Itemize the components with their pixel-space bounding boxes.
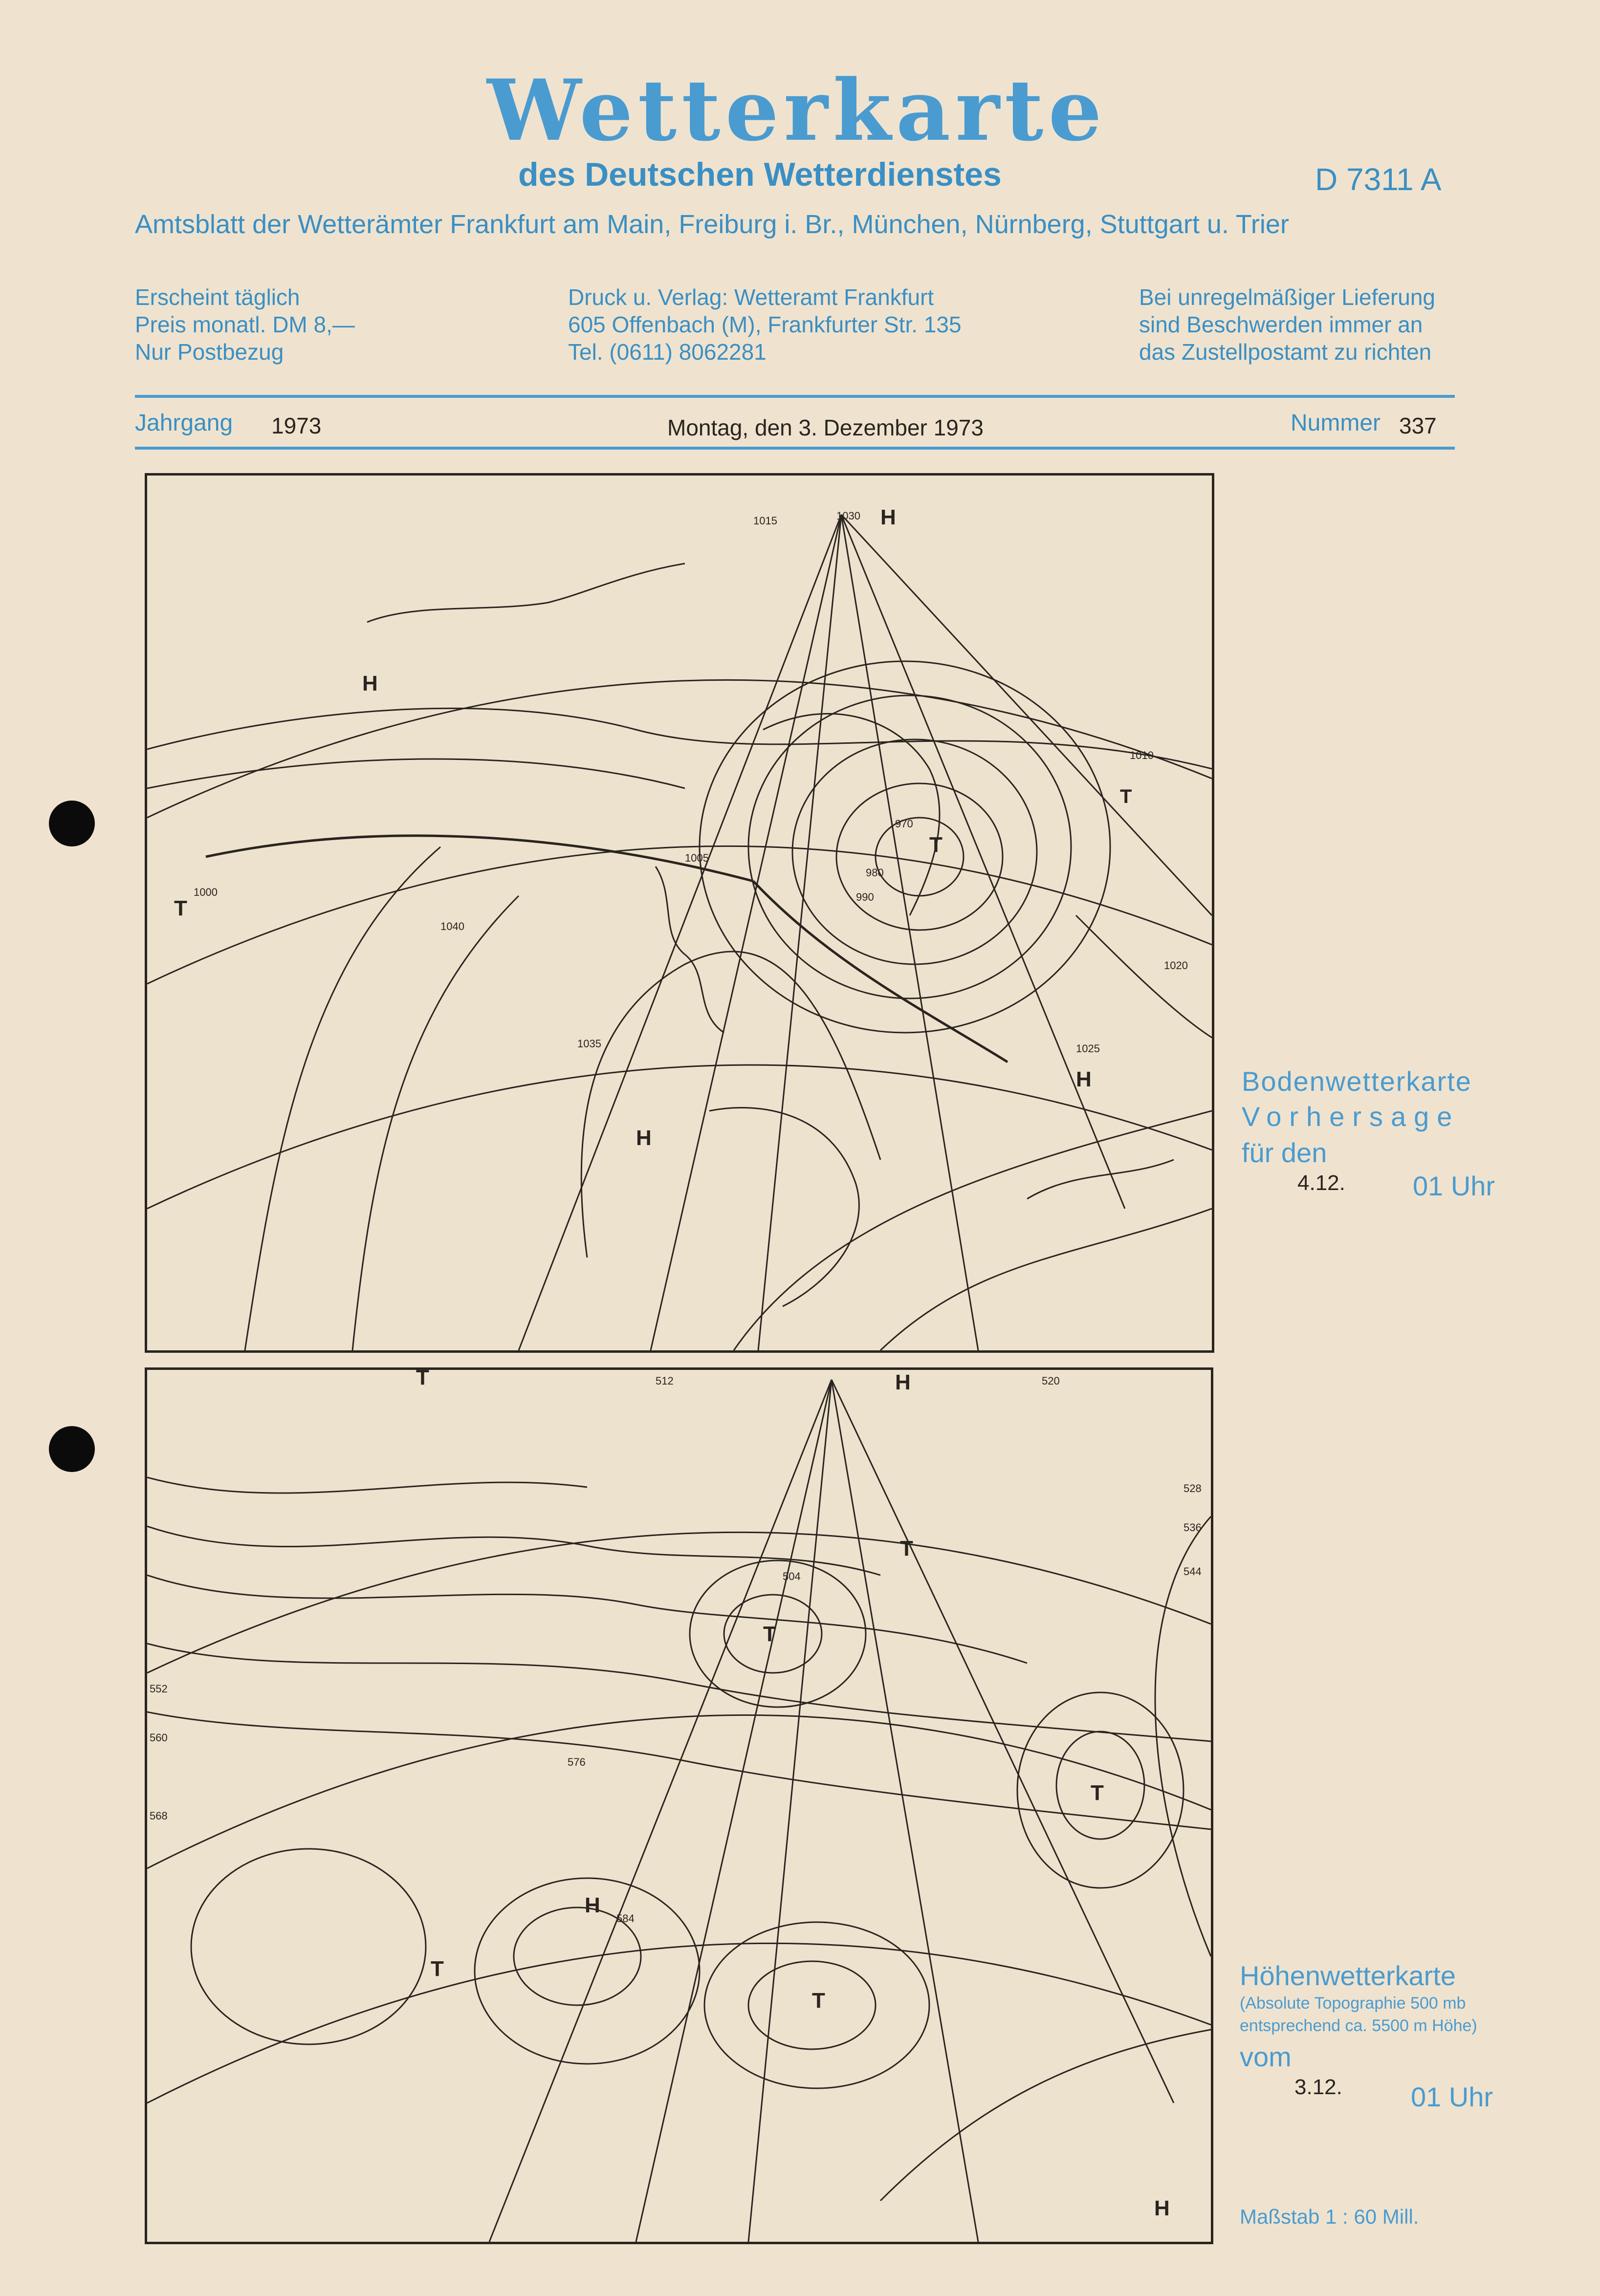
map-scale-label: Maßstab 1 : 60 Mill. [1240,2205,1419,2228]
high-pressure-symbol: H [1076,1067,1092,1091]
high-pressure-symbol: H [636,1126,652,1150]
official-line: Amtsblatt der Wetterämter Frankfurt am Main, Freiburg i. Br., München, Nürnberg, Stuttgart u. Trier [135,210,1289,239]
parallel-line [147,846,1212,984]
nummer-label: Nummer [1291,410,1381,436]
upper-map-caption-from: vom [1240,2041,1292,2072]
isobar [352,896,519,1350]
low-pressure-symbol: T [900,1537,913,1560]
upper-air-map [145,1367,1213,2244]
front-line [206,836,753,881]
info-line: 605 Offenbach (M), Frankfurter Str. 135 [568,312,962,337]
high-pressure-symbol: H [585,1893,600,1917]
parallel-line [147,1532,1211,1673]
isobar-label: 1035 [577,1038,601,1050]
punch-hole [49,1426,95,1472]
contour-label: 584 [616,1912,635,1925]
contour-label: 528 [1184,1482,1202,1495]
low-pressure-symbol: T [416,1370,429,1389]
meridian-line [748,1380,832,2242]
contour-line [147,1477,587,1493]
divider-rule [135,447,1455,450]
isobar [880,1209,1212,1350]
contour-line [191,1849,426,2044]
punch-hole [49,801,95,846]
surface-map-drawing [147,476,1212,1350]
upper-map-caption-title: Höhenwetterkarte [1240,1960,1456,1991]
high-pressure-symbol: H [1154,2196,1170,2220]
isobar-label: 1020 [1164,959,1188,972]
contour-label: 568 [150,1810,168,1822]
contour-label: 504 [783,1570,801,1582]
info-line: das Zustellpostamt zu richten [1139,339,1432,365]
info-line: Nur Postbezug [135,339,284,365]
coastline [656,866,724,1033]
isobar-label: 1010 [1130,749,1154,761]
contour-line [147,1575,1027,1663]
isobar-label: 1030 [836,510,860,522]
front-line [753,881,1008,1062]
upper-map-caption-note: entsprechend ca. 5500 m Höhe) [1240,2016,1477,2035]
surface-map-date: 4.12. [1297,1171,1345,1195]
delivery-notice [1139,283,1435,366]
jahrgang-value: 1973 [271,413,322,438]
isobar-label: 1000 [194,886,218,898]
meridian-line [636,1380,832,2242]
isobar-label: 1015 [753,515,777,527]
surface-map-time: 01 Uhr [1413,1170,1495,1201]
issue-code: D 7311 A [1315,162,1442,197]
masthead-title: Wetterkarte [487,61,1107,160]
low-pressure-symbol: T [1091,1781,1104,1805]
coastline [709,1108,859,1306]
low-pressure-symbol: T [929,833,942,857]
low-pressure-symbol: T [431,1957,444,1981]
isobar-label: 1040 [440,920,464,932]
info-line: Bei unregelmäßiger Lieferung [1139,284,1436,310]
publication-info [135,283,355,366]
surface-map-caption-sub: Vorhersage [1242,1101,1460,1132]
isobar [836,783,1003,930]
contour-label: 536 [1184,1521,1202,1534]
contour-label: 520 [1042,1375,1060,1387]
upper-map-caption-note: (Absolute Topographie 500 mb [1240,1994,1466,2013]
info-line: Preis monatl. DM 8,— [135,312,355,337]
isobar [1076,915,1212,1038]
contour-label: 560 [150,1732,168,1744]
publisher-info [568,283,962,366]
meridian-line [841,515,1125,1209]
isobar-label: 980 [866,866,884,879]
high-pressure-symbol: H [880,505,896,529]
contour-label: 576 [568,1756,586,1768]
low-pressure-symbol: T [174,896,187,920]
meridian-line [489,1380,832,2242]
coastline [367,563,685,622]
info-line: Erscheint täglich [135,284,300,310]
upper-map-date: 3.12. [1294,2075,1342,2099]
info-line: sind Beschwerden immer an [1139,312,1423,337]
contour-line [690,1560,866,1707]
surface-map-caption-for: für den [1242,1137,1327,1168]
high-pressure-symbol: H [362,671,378,695]
contour-line [880,2030,1211,2201]
contour-line [1155,1516,1211,1956]
isobar [245,847,440,1350]
contour-label: 512 [656,1375,674,1387]
isobar [147,759,685,788]
isobar-label: 1025 [1076,1042,1100,1055]
contour-label: 552 [150,1683,168,1695]
nummer-value: 337 [1399,413,1437,438]
contour-line [147,1712,1211,1829]
isobar-label: 1005 [685,852,709,864]
info-line: Druck u. Verlag: Wetteramt Frankfurt [568,284,934,310]
coastline [1027,1160,1174,1199]
isobar-label: 990 [856,891,874,903]
low-pressure-symbol: T [812,1989,825,2013]
surface-map-caption-title: Bodenwetterkarte [1242,1066,1472,1097]
surface-weather-map [145,473,1214,1353]
meridian-line [832,1380,978,2242]
parallel-line [147,680,1212,818]
divider-rule [135,395,1455,398]
contour-label: 544 [1184,1565,1202,1578]
contour-line [147,1644,1211,1741]
high-pressure-symbol: H [895,1370,911,1394]
upper-map-drawing [147,1370,1211,2242]
low-pressure-symbol: T [763,1622,776,1646]
jahrgang-label: Jahrgang [135,410,233,436]
upper-map-time: 01 Uhr [1411,2081,1493,2112]
issue-date: Montag, den 3. Dezember 1973 [667,415,984,440]
masthead-subtitle: des Deutschen Wetterdienstes [518,156,1002,193]
info-line: Tel. (0611) 8062281 [568,339,767,365]
parallel-line [147,1943,1211,2103]
low-pressure-symbol: T [1120,786,1132,807]
isobar-label: 970 [895,818,913,830]
